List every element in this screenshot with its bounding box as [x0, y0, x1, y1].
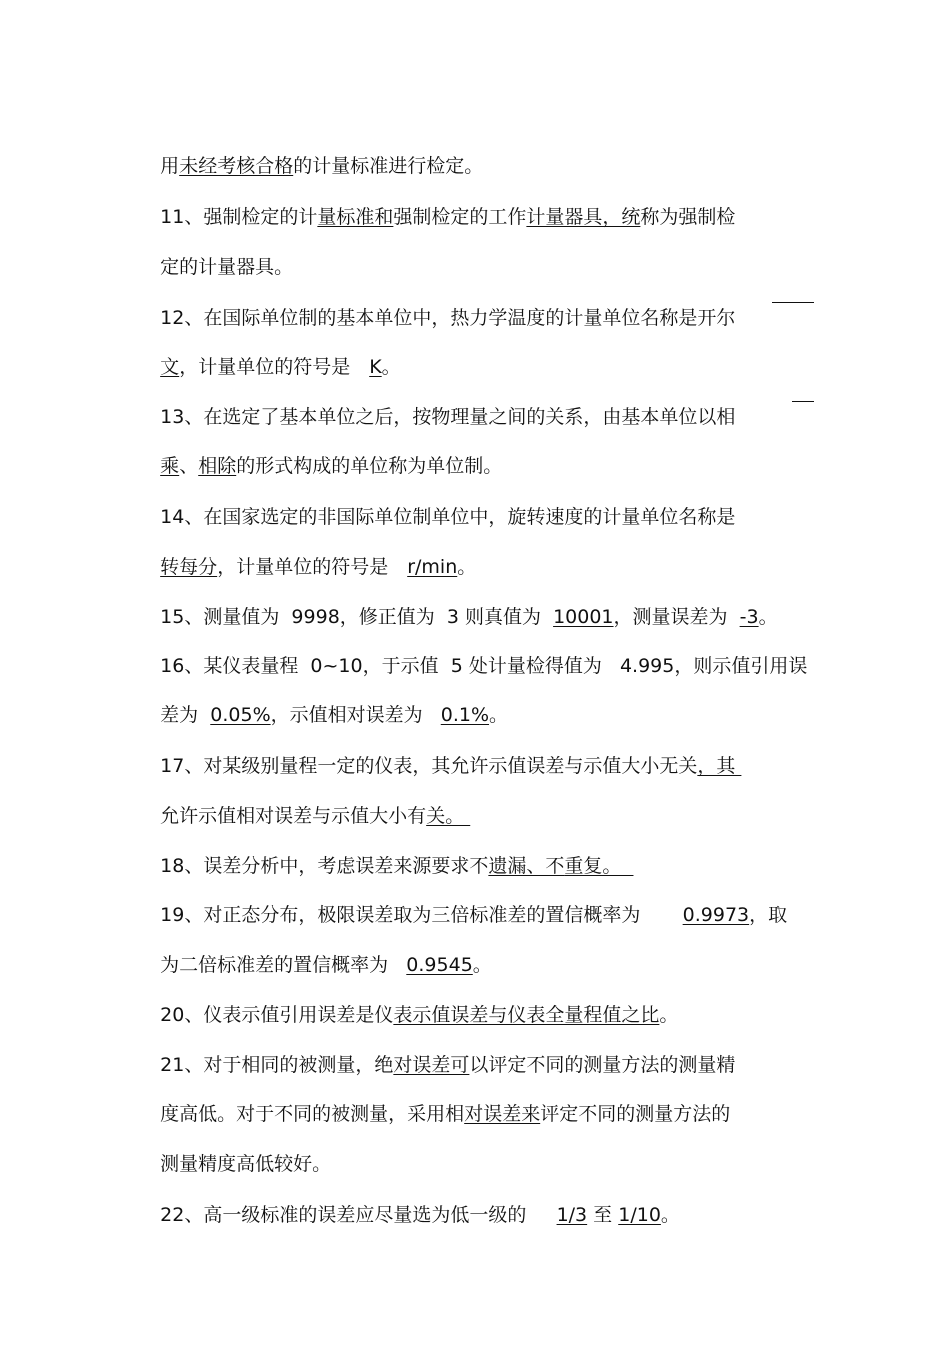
- text-segment: 。: [659, 1004, 679, 1026]
- text-segment: 。: [489, 704, 509, 726]
- text-segment: 12、在国际单位制的基本单位中，热力学温度的计量单位名称是开尔: [160, 307, 736, 329]
- answer-underlined: 1/3: [556, 1204, 588, 1226]
- text-segment: 至: [587, 1204, 619, 1226]
- text-line: [136, 581, 778, 628]
- text-line: [136, 381, 736, 428]
- text-line: [136, 630, 808, 677]
- answer-underlined: 计量器具，统: [526, 206, 641, 228]
- answer-underlined: 0.9545: [406, 954, 473, 976]
- text-line: [136, 231, 294, 278]
- answer-underlined: 转每分: [160, 556, 218, 578]
- answer-underlined: 相除: [198, 455, 237, 477]
- text-segment: 16、某仪表量程 0~10，于示值 5 处计量检得值为 4.995，则示值引用误: [160, 655, 808, 677]
- text-line: [136, 1029, 736, 1076]
- text-line: [136, 730, 742, 777]
- text-segment: ，示值相对误差为: [270, 704, 441, 726]
- answer-underlined: 文: [160, 356, 180, 378]
- text-line: [136, 1179, 680, 1226]
- blank-underline: [772, 302, 814, 303]
- text-segment: 允许示值相对误差与示值大小有: [160, 805, 427, 827]
- text-line: [136, 130, 484, 177]
- answer-underlined: 关。: [426, 805, 471, 827]
- text-segment: 11、强制检定的计: [160, 206, 318, 228]
- text-segment: 21、对于相同的被测量，绝: [160, 1054, 394, 1076]
- text-line: [136, 430, 503, 477]
- answer-underlined: 未经考核合格: [179, 155, 294, 177]
- text-segment: 评定不同的测量方法的: [540, 1103, 731, 1125]
- text-segment: 、: [179, 455, 199, 477]
- text-segment: 。: [457, 556, 477, 578]
- text-segment: 。: [472, 954, 492, 976]
- answer-underlined: r/min: [407, 556, 458, 578]
- text-segment: 度高低。对于不同的被测量，采用相: [160, 1103, 465, 1125]
- text-segment: 。: [381, 356, 401, 378]
- text-line: [136, 679, 509, 726]
- text-line: [136, 1078, 731, 1125]
- text-segment: 以评定不同的测量方法的测量精: [469, 1054, 736, 1076]
- answer-underlined: 量标准和: [317, 206, 394, 228]
- text-segment: 20、仪表示值引用误差是仪: [160, 1004, 394, 1026]
- text-segment: 。: [758, 606, 778, 628]
- text-line: [136, 830, 634, 877]
- text-line: [136, 929, 492, 976]
- text-segment: 14、在国家选定的非国际单位制单位中，旋转速度的计量单位名称是: [160, 506, 736, 528]
- text-segment: ，取: [749, 904, 788, 926]
- answer-underlined: -3: [739, 606, 759, 628]
- answer-underlined: 重复。: [564, 855, 634, 877]
- answer-underlined: 0.9973: [682, 904, 750, 926]
- text-segment: 称为强制检: [640, 206, 736, 228]
- text-segment: 。: [660, 1204, 680, 1226]
- text-segment: ，计量单位的符号是: [217, 556, 408, 578]
- text-segment: 22、高一级标准的误差应尽量选为低一级的: [160, 1204, 557, 1226]
- text-segment: 测量精度高低较好。: [160, 1153, 332, 1175]
- answer-underlined: K: [369, 356, 382, 378]
- text-segment: 为二倍标准差的置信概率为: [160, 954, 407, 976]
- answer-underlined: 对误差可: [393, 1054, 470, 1076]
- answer-underlined: ，其: [697, 755, 742, 777]
- text-segment: 强制检定的工作: [393, 206, 527, 228]
- text-line: [136, 979, 679, 1026]
- text-segment: 18、误差分析中，考虑误差来源要求不: [160, 855, 489, 877]
- answer-underlined: 0.05%: [210, 704, 271, 726]
- text-segment: 用: [160, 155, 180, 177]
- text-segment: 17、对某级别量程一定的仪表，其允许示值误差与示值大小无关: [160, 755, 698, 777]
- answer-underlined: 0.1%: [440, 704, 490, 726]
- text-segment: 的计量标准进行检定。: [293, 155, 484, 177]
- text-line: [136, 780, 471, 827]
- text-line: [136, 531, 477, 578]
- text-segment: 13、在选定了基本单位之后，按物理量之间的关系，由基本单位以相: [160, 406, 736, 428]
- answer-underlined: 1/10: [618, 1204, 661, 1226]
- answer-underlined: 乘: [160, 455, 180, 477]
- text-segment: 定的计量器具。: [160, 256, 294, 278]
- text-segment: ，计量单位的符号是: [179, 356, 370, 378]
- text-line: [136, 331, 401, 378]
- text-line: [136, 181, 736, 228]
- text-segment: ，测量误差为: [613, 606, 740, 628]
- text-line: [136, 282, 736, 329]
- text-segment: 差为: [160, 704, 211, 726]
- text-line: [136, 1128, 332, 1175]
- text-line: [136, 879, 788, 926]
- text-segment: 19、对正态分布，极限误差取为三倍标准差的置信概率为: [160, 904, 683, 926]
- text-segment: 15、测量值为 9998，修正值为 3 则真值为: [160, 606, 554, 628]
- text-segment: 的形式构成的单位称为单位制。: [236, 455, 503, 477]
- blank-underline: [792, 401, 814, 402]
- answer-underlined: 10001: [553, 606, 614, 628]
- answer-underlined: 表示值误差与仪表全量程值之比: [393, 1004, 660, 1026]
- answer-underlined: 对误差来: [464, 1103, 541, 1125]
- answer-underlined: 遗漏、不: [488, 855, 565, 877]
- text-line: [136, 481, 736, 528]
